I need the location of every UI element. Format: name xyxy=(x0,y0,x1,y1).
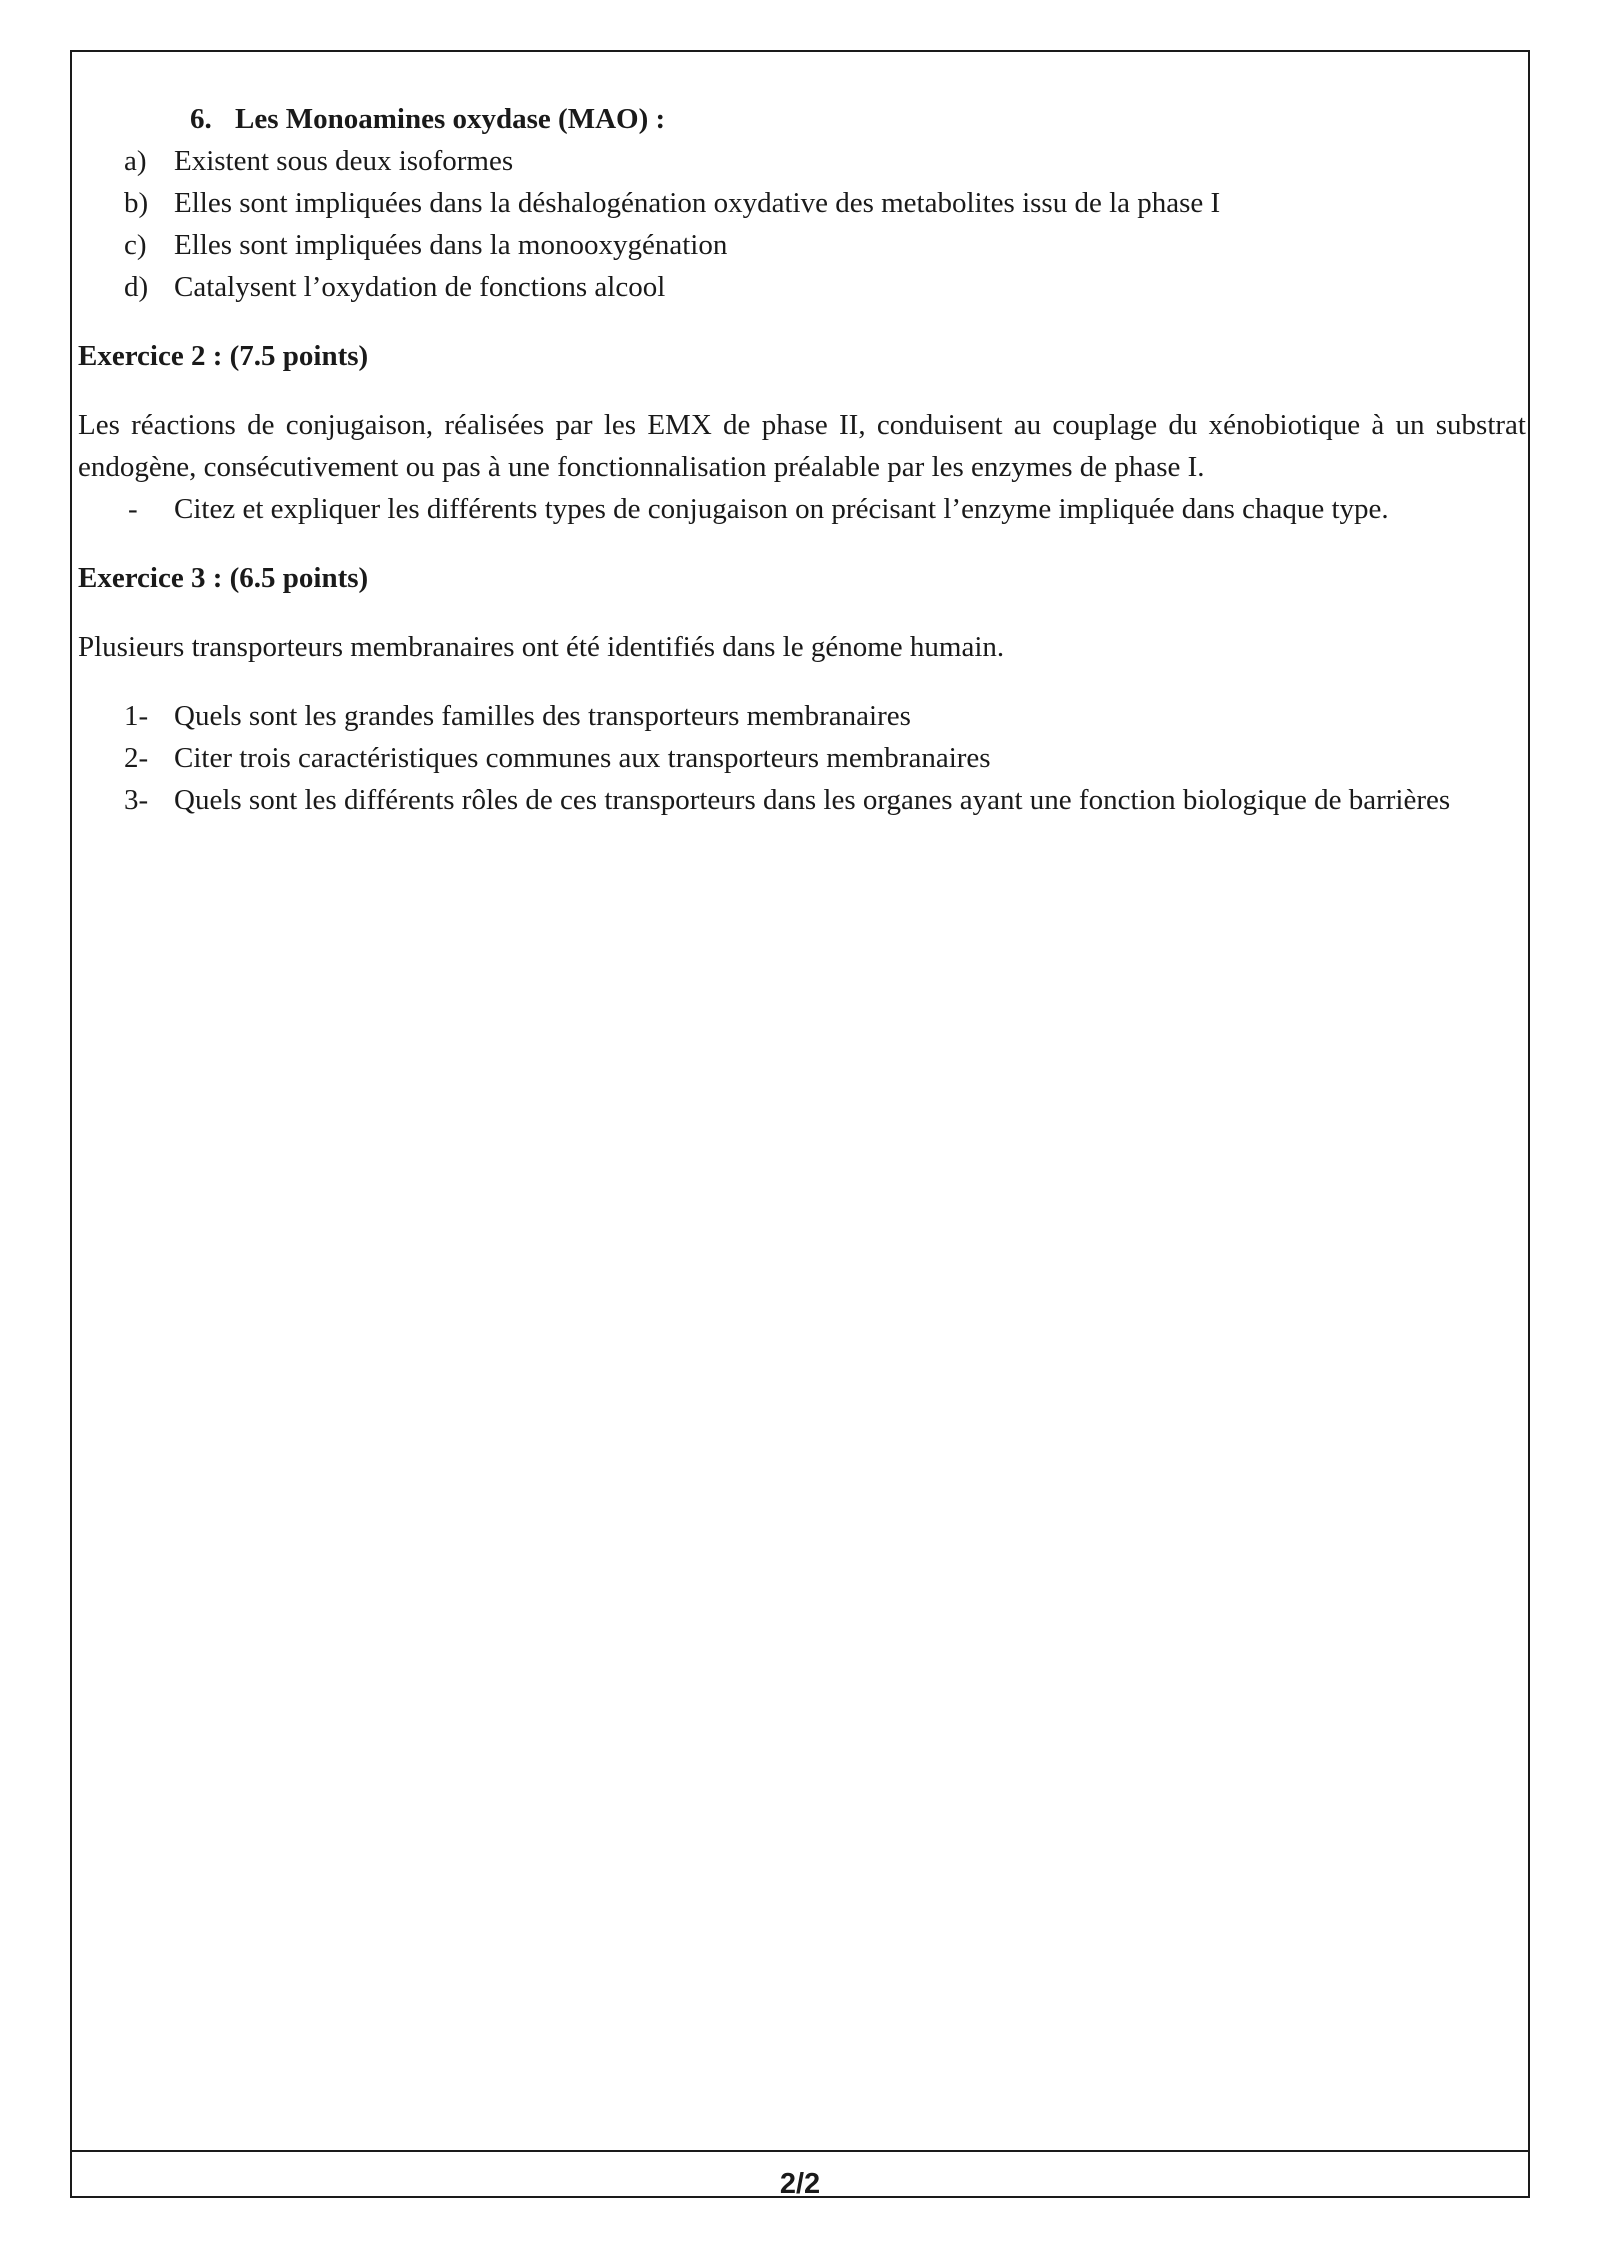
item-number: 2- xyxy=(124,742,149,774)
option-text: Elles sont impliquées dans la déshalogénation oxydative des metabolites issu de la phase I xyxy=(174,187,1221,219)
footer-divider xyxy=(72,2150,1528,2152)
dash-marker: - xyxy=(128,493,138,525)
list-item xyxy=(78,695,1526,737)
option-marker: a) xyxy=(124,145,147,177)
option-marker: d) xyxy=(124,271,149,303)
list-item xyxy=(78,737,1526,779)
item-number: 3- xyxy=(124,784,149,816)
question-title: Les Monoamines oxydase (MAO) : xyxy=(235,103,666,135)
list-item xyxy=(78,488,1526,530)
item-text: Quels sont les grandes familles des transporteurs membranaires xyxy=(174,700,911,732)
page-number: 2/2 xyxy=(779,2168,821,2200)
option-c xyxy=(78,224,1526,266)
option-marker: b) xyxy=(124,187,149,219)
item-number: 1- xyxy=(124,700,149,732)
item-text: Citez et expliquer les différents types de conjugaison on précisant l’enzyme impliquée dans chaque type. xyxy=(174,493,1389,525)
option-b xyxy=(78,182,1526,224)
exercise-2-items xyxy=(78,488,1526,530)
document-content xyxy=(78,98,1526,821)
list-item xyxy=(78,779,1526,821)
question-6-heading xyxy=(78,98,1526,140)
exercise-3-title: Exercice 3 : (6.5 points) xyxy=(78,562,369,594)
item-text: Citer trois caractéristiques communes aux transporteurs membranaires xyxy=(174,742,991,774)
option-d xyxy=(78,266,1526,308)
question-6-options xyxy=(78,140,1526,308)
exercise-2-intro: Les réactions de conjugaison, réalisées par les EMX de phase II, conduisent au couplage du xénobiotique à un substrat endogène, consécutivement ou pas à une fonctionnalisation préalable par les enzymes de phase I. xyxy=(78,409,1526,483)
option-marker: c) xyxy=(124,229,147,261)
option-text: Existent sous deux isoformes xyxy=(174,145,514,177)
option-text: Catalysent l’oxydation de fonctions alcool xyxy=(174,271,666,303)
question-number: 6. xyxy=(190,103,212,135)
exercise-3-questions xyxy=(78,695,1526,821)
exercise-2-title: Exercice 2 : (7.5 points) xyxy=(78,340,369,372)
exercise-3-intro: Plusieurs transporteurs membranaires ont été identifiés dans le génome humain. xyxy=(78,631,1005,663)
item-text: Quels sont les différents rôles de ces transporteurs dans les organes ayant une fonction biologique de barrières xyxy=(174,784,1451,816)
option-a xyxy=(78,140,1526,182)
option-text: Elles sont impliquées dans la monooxygénation xyxy=(174,229,728,261)
